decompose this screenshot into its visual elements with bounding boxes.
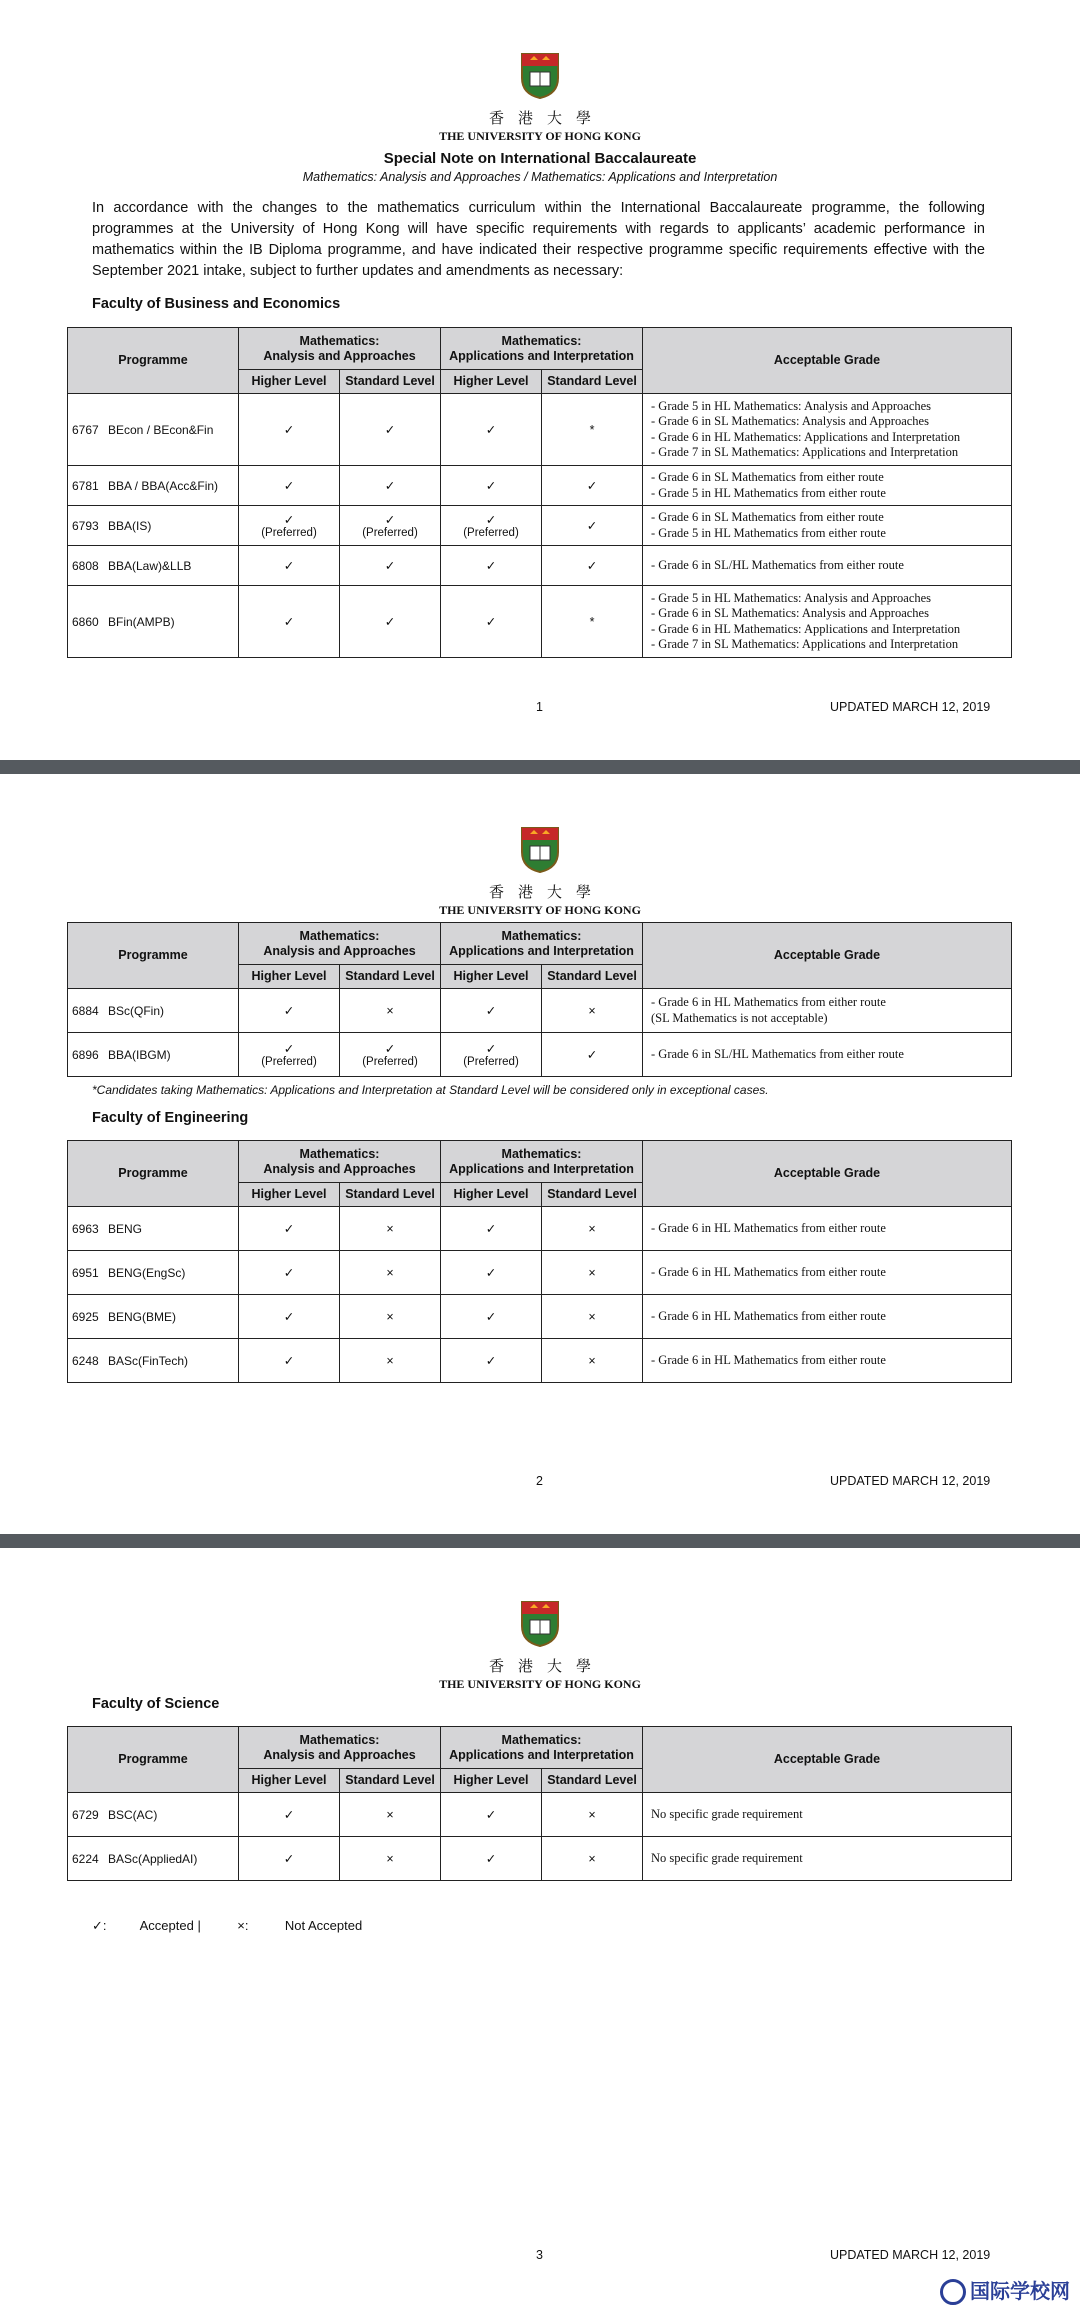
university-english-name: THE UNIVERSITY OF HONG KONG [439, 1677, 641, 1691]
requirement-cell [441, 466, 542, 506]
requirement-mark: ✓ [384, 513, 396, 527]
preferred-note: (Preferred) [463, 1056, 519, 1068]
table-row [68, 546, 1012, 586]
grade-line: - Grade 5 in HL Mathematics from either route [651, 525, 886, 540]
requirement-cell [441, 1295, 542, 1339]
requirement-mark: × [386, 1003, 394, 1018]
requirement-cell [239, 394, 340, 466]
watermark [940, 2275, 1070, 2306]
requirement-mark: ✓ [485, 559, 497, 573]
requirement-cell [441, 1251, 542, 1295]
programme-code: 6808 [72, 558, 99, 573]
requirement-mark: ✓ [283, 559, 295, 573]
legend-accepted-label: Accepted | [139, 1918, 201, 1933]
header-higher-level: Higher Level [239, 1769, 340, 1793]
requirements-table [67, 1726, 1012, 1881]
requirement-mark: ✓ [485, 615, 497, 629]
programme-code: 6767 [72, 422, 99, 437]
requirement-cell [239, 1295, 340, 1339]
requirement-mark: × [588, 1003, 596, 1018]
programme-code: 6951 [72, 1265, 99, 1280]
table-row [68, 466, 1012, 506]
grade-line: - Grade 5 in HL Mathematics: Analysis and Approaches [651, 590, 932, 605]
programme-code: 6224 [72, 1851, 99, 1866]
university-chinese-name: 香港大學 [488, 1657, 605, 1675]
requirement-cell [340, 1207, 441, 1251]
acceptable-grade-cell [643, 1295, 1012, 1339]
table-row [68, 394, 1012, 466]
header-acceptable-grade: Acceptable Grade [643, 328, 1012, 394]
requirement-cell [239, 1793, 340, 1837]
header-acceptable-grade: Acceptable Grade [643, 923, 1012, 989]
requirement-cell [340, 989, 441, 1033]
programme-name: BASc(AppliedAI) [108, 1851, 198, 1866]
acceptable-grade-cell [643, 1033, 1012, 1077]
acceptable-grade-cell [643, 1251, 1012, 1295]
programme-code: 6793 [72, 518, 99, 533]
requirement-cell [239, 1033, 340, 1077]
requirement-cell [340, 394, 441, 466]
programme-name: BENG(BME) [108, 1309, 177, 1324]
preferred-note: (Preferred) [261, 1056, 317, 1068]
university-logo [0, 824, 1080, 918]
requirement-cell [542, 989, 643, 1033]
grade-line: - Grade 6 in HL Mathematics from either route [651, 995, 886, 1009]
programme-name: BBA(Law)&LLB [108, 558, 192, 573]
grade-line: - Grade 6 in HL Mathematics: Applications and Interpretation [651, 429, 961, 444]
table-row [68, 1033, 1012, 1077]
requirement-mark: × [386, 1807, 394, 1822]
requirement-cell [239, 466, 340, 506]
programme-cell [68, 466, 239, 506]
requirement-cell [441, 1339, 542, 1383]
requirement-mark: ✓ [283, 513, 295, 527]
requirement-cell [340, 506, 441, 546]
header-programme: Programme [68, 1727, 239, 1793]
page-number: 3 [536, 2248, 543, 2262]
requirement-mark: ✓ [384, 1042, 396, 1056]
university-logo [0, 1598, 1080, 1692]
header-acceptable-grade: Acceptable Grade [643, 1141, 1012, 1207]
requirement-mark: × [386, 1221, 394, 1236]
table-row [68, 1793, 1012, 1837]
requirement-cell [542, 1207, 643, 1251]
requirement-cell [239, 1251, 340, 1295]
hku-crest-icon [518, 50, 562, 100]
university-english-name: THE UNIVERSITY OF HONG KONG [439, 129, 641, 143]
grade-line: - Grade 6 in HL Mathematics from either route [651, 1220, 886, 1235]
acceptable-grade-cell [643, 1837, 1012, 1881]
requirement-cell [340, 1251, 441, 1295]
watermark-text: 国际学校网 [970, 2278, 1070, 2303]
header-higher-level: Higher Level [441, 1769, 542, 1793]
grade-line: (SL Mathematics is not acceptable) [651, 1010, 828, 1025]
programme-name: BBA(IBGM) [108, 1047, 171, 1062]
programme-code: 6884 [72, 1003, 99, 1018]
header-programme: Programme [68, 328, 239, 394]
requirement-mark: × [386, 1353, 394, 1368]
programme-cell [68, 1837, 239, 1881]
requirement-mark: ✓ [485, 1808, 497, 1822]
header-maths-ai: Mathematics: Applications and Interpretation [441, 923, 643, 965]
requirement-mark: ✓ [384, 615, 396, 629]
requirement-cell [441, 989, 542, 1033]
header-standard-level: Standard Level [340, 1183, 441, 1207]
grade-line: - Grade 6 in SL Mathematics: Analysis and Approaches [651, 414, 929, 428]
requirement-cell [542, 586, 643, 658]
header-standard-level: Standard Level [542, 1183, 643, 1207]
requirement-cell [340, 466, 441, 506]
grade-line: - Grade 5 in HL Mathematics: Analysis and Approaches [651, 398, 932, 413]
acceptable-grade-cell [643, 989, 1012, 1033]
acceptable-grade-cell [643, 1207, 1012, 1251]
requirement-mark: ✓ [283, 1310, 295, 1324]
requirement-cell [542, 394, 643, 466]
header-higher-level: Higher Level [239, 965, 340, 989]
requirement-mark: ✓ [485, 513, 497, 527]
requirement-mark: ✓ [485, 1042, 497, 1056]
acceptable-grade-cell [643, 586, 1012, 658]
requirement-mark: ✓ [283, 1266, 295, 1280]
acceptable-grade-cell [643, 506, 1012, 546]
requirement-mark: ✓ [283, 615, 295, 629]
header-standard-level: Standard Level [542, 1769, 643, 1793]
header-higher-level: Higher Level [441, 1183, 542, 1207]
requirement-cell [441, 394, 542, 466]
requirements-table [67, 327, 1012, 658]
acceptable-grade-cell [643, 1339, 1012, 1383]
header-maths-aa: Mathematics: Analysis and Approaches [239, 328, 441, 370]
updated-date: UPDATED MARCH 12, 2019 [830, 700, 991, 714]
requirement-cell [542, 506, 643, 546]
table-row [68, 1207, 1012, 1251]
requirement-mark: × [588, 1309, 596, 1324]
requirement-cell [239, 506, 340, 546]
requirement-cell [340, 1033, 441, 1077]
requirement-mark: ✓ [283, 1852, 295, 1866]
requirement-cell [239, 1207, 340, 1251]
programme-cell [68, 989, 239, 1033]
requirement-cell [239, 546, 340, 586]
requirement-mark: × [386, 1309, 394, 1324]
requirement-mark: × [386, 1265, 394, 1280]
page-2 [0, 774, 1080, 1534]
programme-code: 6860 [72, 614, 99, 629]
header-standard-level: Standard Level [542, 965, 643, 989]
requirement-cell [542, 466, 643, 506]
requirement-mark: × [588, 1353, 596, 1368]
university-chinese-name: 香港大學 [488, 883, 605, 901]
legend [92, 1918, 362, 1934]
page-1 [0, 0, 1080, 760]
grade-line: - Grade 6 in HL Mathematics: Applications and Interpretation [651, 621, 961, 636]
header-programme: Programme [68, 1141, 239, 1207]
university-chinese-name: 香港大學 [488, 109, 605, 127]
requirement-cell [340, 1793, 441, 1837]
programme-cell [68, 394, 239, 466]
programme-cell [68, 1295, 239, 1339]
acceptable-grade-cell [643, 1793, 1012, 1837]
requirement-cell [542, 546, 643, 586]
grade-line: - Grade 6 in SL Mathematics from either route [651, 470, 884, 484]
header-higher-level: Higher Level [441, 965, 542, 989]
requirement-cell [239, 989, 340, 1033]
programme-code: 6729 [72, 1807, 99, 1822]
requirement-mark: ✓ [384, 423, 396, 437]
watermark-logo-icon [940, 2279, 966, 2305]
header-standard-level: Standard Level [340, 1769, 441, 1793]
table-row [68, 586, 1012, 658]
faculty-heading: Faculty of Science [92, 1696, 220, 1712]
header-programme: Programme [68, 923, 239, 989]
header-maths-aa: Mathematics: Analysis and Approaches [239, 923, 441, 965]
grade-line: - Grade 6 in SL Mathematics: Analysis and Approaches [651, 606, 929, 620]
preferred-note: (Preferred) [463, 527, 519, 539]
requirement-cell [441, 1793, 542, 1837]
requirement-mark: ✓ [485, 1222, 497, 1236]
programme-code: 6963 [72, 1221, 99, 1236]
requirement-mark: × [588, 1221, 596, 1236]
header-maths-aa: Mathematics: Analysis and Approaches [239, 1727, 441, 1769]
requirement-cell [542, 1793, 643, 1837]
table-row [68, 1339, 1012, 1383]
requirement-mark: ✓ [485, 1266, 497, 1280]
requirement-mark: ✓ [586, 479, 598, 493]
requirement-cell [340, 1339, 441, 1383]
acceptable-grade-cell [643, 466, 1012, 506]
requirement-cell [340, 586, 441, 658]
page-subtitle: Mathematics: Analysis and Approaches / Mathematics: Applications and Interpretation [302, 170, 778, 184]
legend-not-accepted-symbol: ×: [237, 1918, 249, 1933]
programme-name: BBA / BBA(Acc&Fin) [108, 478, 219, 493]
requirement-mark: ✓ [586, 1048, 598, 1062]
requirement-cell [441, 1033, 542, 1077]
requirement-mark: ✓ [485, 423, 497, 437]
requirement-mark: ✓ [283, 1004, 295, 1018]
requirement-cell [441, 1207, 542, 1251]
acceptable-grade-cell [643, 546, 1012, 586]
requirement-mark: ✓ [485, 1310, 497, 1324]
grade-line: - Grade 6 in HL Mathematics from either route [651, 1352, 886, 1367]
acceptable-grade-cell [643, 394, 1012, 466]
requirement-mark: × [386, 1851, 394, 1866]
page-number: 2 [536, 1474, 543, 1488]
requirement-mark: * [589, 614, 595, 629]
programme-name: BFin(AMPB) [108, 614, 175, 629]
requirement-cell [441, 506, 542, 546]
requirement-cell [340, 1837, 441, 1881]
requirement-mark: ✓ [283, 1354, 295, 1368]
requirement-cell [340, 1295, 441, 1339]
requirement-mark: ✓ [485, 479, 497, 493]
requirement-mark: ✓ [586, 519, 598, 533]
header-standard-level: Standard Level [542, 370, 643, 394]
requirements-table [67, 1140, 1012, 1383]
programme-cell [68, 1793, 239, 1837]
requirement-mark: * [589, 422, 595, 437]
requirement-cell [239, 1837, 340, 1881]
page-3 [0, 1548, 1080, 2311]
programme-name: BASc(FinTech) [108, 1353, 189, 1368]
grade-line: - Grade 6 in SL/HL Mathematics from either route [651, 1046, 904, 1061]
programme-name: BENG(EngSc) [108, 1265, 186, 1280]
programme-code: 6781 [72, 478, 99, 493]
programme-cell [68, 1251, 239, 1295]
programme-name: BBA(IS) [108, 518, 152, 533]
updated-date: UPDATED MARCH 12, 2019 [830, 2248, 991, 2262]
grade-line: - Grade 6 in HL Mathematics from either route [651, 1264, 886, 1279]
header-maths-aa: Mathematics: Analysis and Approaches [239, 1141, 441, 1183]
table-row [68, 506, 1012, 546]
hku-crest-icon [518, 824, 562, 874]
grade-line: - Grade 7 in SL Mathematics: Applications and Interpretation [651, 637, 959, 651]
requirement-mark: × [588, 1265, 596, 1280]
updated-date: UPDATED MARCH 12, 2019 [830, 1474, 991, 1488]
programme-code: 6925 [72, 1309, 99, 1324]
requirement-cell [542, 1295, 643, 1339]
programme-code: 6248 [72, 1353, 99, 1368]
requirement-mark: ✓ [485, 1354, 497, 1368]
requirement-mark: ✓ [283, 1222, 295, 1236]
table-row [68, 1837, 1012, 1881]
university-english-name: THE UNIVERSITY OF HONG KONG [439, 903, 641, 917]
table-row [68, 1251, 1012, 1295]
hku-crest-icon [518, 1598, 562, 1648]
requirement-cell [441, 586, 542, 658]
header-standard-level: Standard Level [340, 370, 441, 394]
table-row [68, 1295, 1012, 1339]
requirement-cell [542, 1339, 643, 1383]
programme-code: 6896 [72, 1047, 99, 1062]
header-maths-ai: Mathematics: Applications and Interpretation [441, 328, 643, 370]
requirement-mark: ✓ [283, 423, 295, 437]
page-title: Special Note on International Baccalaureate [383, 150, 697, 167]
requirement-cell [239, 586, 340, 658]
requirement-mark: ✓ [485, 1004, 497, 1018]
page-number: 1 [536, 700, 543, 714]
requirement-mark: ✓ [586, 559, 598, 573]
requirement-mark: ✓ [283, 479, 295, 493]
faculty-heading: Faculty of Engineering [92, 1110, 249, 1126]
header-acceptable-grade: Acceptable Grade [643, 1727, 1012, 1793]
requirement-cell [542, 1837, 643, 1881]
programme-cell [68, 1207, 239, 1251]
requirement-mark: × [588, 1851, 596, 1866]
requirements-table [67, 922, 1012, 1077]
table-row [68, 989, 1012, 1033]
programme-cell [68, 1033, 239, 1077]
legend-accepted-symbol: ✓: [92, 1918, 107, 1933]
requirement-mark: ✓ [384, 559, 396, 573]
grade-line: - Grade 7 in SL Mathematics: Applications and Interpretation [651, 445, 959, 459]
grade-line: - Grade 6 in SL Mathematics from either route [651, 510, 884, 524]
programme-name: BSc(QFin) [108, 1003, 165, 1018]
header-maths-ai: Mathematics: Applications and Interpretation [441, 1727, 643, 1769]
grade-line: No specific grade requirement [651, 1850, 803, 1865]
preferred-note: (Preferred) [362, 527, 418, 539]
programme-cell [68, 586, 239, 658]
requirement-mark: ✓ [384, 479, 396, 493]
grade-line: - Grade 5 in HL Mathematics from either route [651, 485, 886, 500]
requirement-cell [441, 546, 542, 586]
requirement-mark: ✓ [485, 1852, 497, 1866]
header-maths-ai: Mathematics: Applications and Interpretation [441, 1141, 643, 1183]
grade-line: - Grade 6 in SL/HL Mathematics from either route [651, 557, 904, 572]
header-higher-level: Higher Level [239, 1183, 340, 1207]
grade-line: - Grade 6 in HL Mathematics from either route [651, 1308, 886, 1323]
programme-name: BSC(AC) [108, 1807, 158, 1822]
programme-name: BENG [108, 1221, 143, 1236]
grade-line: No specific grade requirement [651, 1806, 803, 1821]
footnote: *Candidates taking Mathematics: Applications and Interpretation at Standard Level will be considered only in exceptional cases. [92, 1083, 769, 1097]
requirement-cell [542, 1251, 643, 1295]
requirement-mark: ✓ [283, 1042, 295, 1056]
faculty-heading: Faculty of Business and Economics [92, 296, 341, 312]
requirement-cell [239, 1339, 340, 1383]
header-standard-level: Standard Level [340, 965, 441, 989]
intro-paragraph: In accordance with the changes to the mathematics curriculum within the International Baccalaureate programme, the following programmes at the University of Hong Kong will have specific requirements with regards to applicants’ academic performance in mathematics within the IB Diploma programme, and have indicated their respective programme specific requirements effective with the September 2021 intake, subject to further updates and amendments as necessary: [92, 200, 985, 279]
requirement-mark: ✓ [283, 1808, 295, 1822]
requirement-cell [542, 1033, 643, 1077]
programme-cell [68, 546, 239, 586]
header-higher-level: Higher Level [441, 370, 542, 394]
legend-not-accepted-label: Not Accepted [284, 1918, 363, 1933]
programme-cell [68, 1339, 239, 1383]
requirement-mark: × [588, 1807, 596, 1822]
programme-name: BEcon / BEcon&Fin [108, 422, 214, 437]
preferred-note: (Preferred) [362, 1056, 418, 1068]
requirement-cell [340, 546, 441, 586]
university-logo [0, 50, 1080, 144]
header-higher-level: Higher Level [239, 370, 340, 394]
preferred-note: (Preferred) [261, 527, 317, 539]
requirement-cell [441, 1837, 542, 1881]
programme-cell [68, 506, 239, 546]
